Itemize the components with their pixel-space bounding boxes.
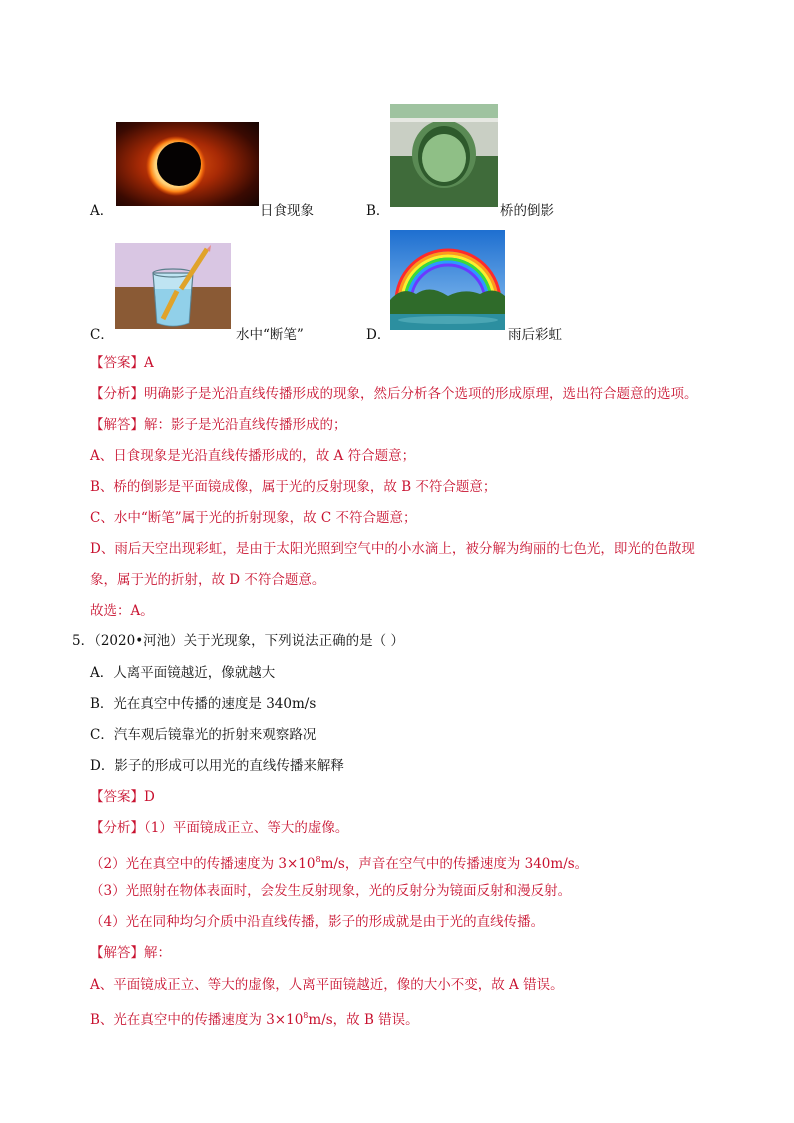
q5-solution-b: [90, 1007, 419, 1029]
answer-value: A: [144, 355, 154, 371]
q4-solution-line: D、雨后天空出现彩虹，是由于太阳光照到空气中的小水滴上，被分解为绚丽的七色光，即光的色散现: [90, 541, 695, 557]
q5-stem: 5．（2020•河池）关于光现象，下列说法正确的是（ ）: [72, 633, 404, 649]
analysis-tag: 【分析】: [90, 820, 144, 836]
q4-analysis: [90, 385, 698, 403]
pencil-in-water-icon: [115, 243, 231, 329]
answer-tag: 【答案】: [90, 355, 144, 371]
solar-eclipse-image: [116, 122, 259, 206]
exponent: 8: [303, 1011, 309, 1020]
option-c-caption: 水中“断笔”: [236, 327, 304, 343]
option-a-caption: 日食现象: [260, 203, 314, 219]
q4-solution-line: 象，属于光的折射，故 D 不符合题意。: [90, 572, 326, 588]
solution-tag: 【解答】: [90, 945, 144, 961]
option-d-letter: D．: [366, 327, 391, 343]
option-a-letter: A．: [90, 203, 114, 219]
analysis-2-text-end: m/s，声音在空气中的传播速度为 340m/s。: [320, 856, 589, 872]
solar-eclipse-icon: [116, 122, 259, 206]
option-c-letter: C．: [90, 327, 114, 343]
solution-b-text-end: m/s，故 B 错误。: [308, 1012, 419, 1028]
q4-solution-line: A、日食现象是光沿直线传播形成的，故 A 符合题意；: [90, 448, 416, 464]
q5-option-c: C．汽车观后镜靠光的折射来观察路况: [90, 727, 317, 743]
q5-analysis-1: [90, 819, 348, 837]
q5-solution-a: A、平面镜成正立、等大的虚像，人离平面镜越近，像的大小不变，故 A 错误。: [90, 977, 564, 993]
q4-conclusion: 故选：A。: [90, 603, 154, 619]
solution-tag: 【解答】: [90, 417, 144, 433]
q5-analysis-2: [90, 851, 588, 873]
q5-option-d: D．影子的形成可以用光的直线传播来解释: [90, 758, 344, 774]
option-b-caption: 桥的倒影: [500, 203, 554, 219]
q5-solution: [90, 944, 171, 962]
q4-answer: [90, 354, 154, 372]
analysis-2-text: （2）光在真空中的传播速度为 3×10: [90, 856, 316, 872]
bridge-reflection-icon: [390, 104, 498, 207]
q4-solution-line: C、水中“断笔”属于光的折射现象，故 C 不符合题意；: [90, 510, 417, 526]
solution-text: 解：: [144, 945, 171, 961]
q4-solution: [90, 416, 347, 434]
analysis-text: （1）平面镜成正立、等大的虚像。: [144, 820, 349, 836]
q4-solution-line: B、桥的倒影是平面镜成像，属于光的反射现象，故 B 不符合题意；: [90, 479, 497, 495]
q5-option-a: A．人离平面镜越近，像就越大: [90, 665, 276, 681]
analysis-tag: 【分析】: [90, 386, 144, 402]
q5-option-b: B．光在真空中传播的速度是 340m/s: [90, 696, 317, 712]
q5-analysis-3: （3）光照射在物体表面时，会发生反射现象，光的反射分为镜面反射和漫反射。: [90, 883, 572, 899]
option-d-caption: 雨后彩虹: [508, 327, 562, 343]
rainbow-icon: [390, 230, 505, 330]
pencil-in-water-image: [115, 243, 231, 329]
answer-tag: 【答案】: [90, 789, 144, 805]
rainbow-image: [390, 230, 505, 330]
q5-answer: [90, 788, 155, 806]
bridge-reflection-image: [390, 104, 498, 207]
option-b-letter: B．: [366, 203, 390, 219]
answer-value: D: [144, 789, 155, 805]
solution-text: 解：影子是光沿直线传播形成的；: [144, 417, 347, 433]
analysis-text: 明确影子是光沿直线传播形成的现象，然后分析各个选项的形成原理，选出符合题意的选项。: [144, 386, 698, 402]
q5-analysis-4: （4）光在同种均匀介质中沿直线传播，影子的形成就是由于光的直线传播。: [90, 914, 545, 930]
exponent: 8: [315, 855, 321, 864]
solution-b-text: B、光在真空中的传播速度为 3×10: [90, 1012, 304, 1028]
